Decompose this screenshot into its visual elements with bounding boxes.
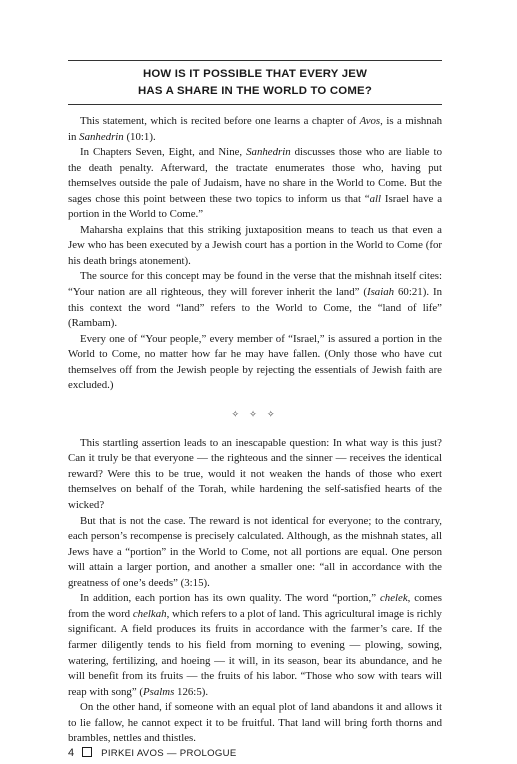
paragraph: Maharsha explains that this striking juxtaposition means to teach us that even a Jew who has been executed by a Jewish court has a portion in the World to Come (for his death brings atonement).	[68, 223, 442, 267]
paragraph: In addition, each portion has its own quality. The word “portion,” chelek, comes from the word chelkah, which refers to a plot of land. This agricultural image is richly significant. A field produces its fruits in accordance with the farmer’s care. If the farmer diligently tends to his field from morning to evening — plowing, sowing, watering, fertilizing, and hoeing — it will, in its season, bear its abundance, and he will benefit from its fruits — the fruits of his labor. “Those who sow with tears will reap with song” (Psalms 126:5).	[68, 592, 442, 698]
running-head: PIRKEI AVOS — PROLOGUE	[101, 748, 237, 759]
paragraph: The source for this concept may be found in the verse that the mishnah itself cites: “Your nation are all righteous, they will forever inherit the land” (Isaiah 60:21). In this context the word “land” refers to the World to Come, the “land of life” (Rambam).	[68, 270, 442, 330]
paragraph: Every one of “Your people,” every member of “Israel,” is assured a portion in the World to Come, no matter how far he may have fallen. (Only those who have cut themselves off from the Jewish people by rejecting the essentials of Jewish faith are excluded.)	[68, 332, 442, 392]
bottom-rule	[68, 104, 442, 105]
italic-term: Sanhedrin	[246, 146, 291, 159]
italic-term: Isaiah	[366, 286, 395, 299]
section-2	[68, 436, 442, 747]
paragraph: This statement, which is recited before one learns a chapter of Avos, is a mishnah in Sanhedrin (10:1).	[68, 115, 442, 143]
page-number: 4	[68, 747, 75, 759]
section-separator: ✧ ✧ ✧	[231, 408, 279, 419]
italic-term: all	[369, 192, 382, 205]
page-content	[68, 60, 442, 747]
italic-term: chelkah	[132, 607, 167, 620]
section-1	[68, 114, 442, 394]
italic-term: Sanhedrin	[79, 130, 124, 143]
square-ornament-icon	[82, 747, 92, 757]
body-text	[68, 114, 442, 747]
paragraph: On the other hand, if someone with an equal plot of land abandons it and allows it to lie fallow, he cannot expect it to be fruitful. That land will bring forth thorns and brambles, nettles and thistles.	[68, 701, 442, 745]
paragraph: This startling assertion leads to an inescapable question: In what way is this just? Can it truly be that everyone — the righteous and the sinner — receives the identical reward? Were this to be true, would it not weaken the hands of those who exert themselves on behalf of the Torah, while hardening the self-satisfied hearts of the wicked?	[68, 436, 442, 512]
italic-term: chelek	[379, 592, 408, 605]
section-heading	[68, 61, 442, 104]
paragraph: In Chapters Seven, Eight, and Nine, Sanhedrin discusses those who are liable to the death penalty. Afterward, the tractate enumerates those who, having put themselves outside the pale of Judaism, have no share in the World to Come. But the sages chose this point between these two topics to inform us that “all Israel have a portion in the World to Come.”	[68, 146, 443, 221]
page-footer	[68, 747, 237, 760]
italic-term: Avos	[359, 115, 381, 127]
heading-line-2: HAS A SHARE IN THE WORLD TO COME?	[138, 85, 372, 97]
italic-term: Psalms	[142, 685, 175, 698]
paragraph: But that is not the case. The reward is not identical for everyone; to the contrary, each person’s recompense is precisely calculated. Although, as the mishnah states, all Jews have a “portion” in the World to Come, not all portions are equal. One person will attain a larger portion, and another a smaller one: “all in accordance with the greatness of one’s deeds” (3:15).	[68, 514, 442, 589]
heading-line-1: HOW IS IT POSSIBLE THAT EVERY JEW	[142, 68, 368, 80]
